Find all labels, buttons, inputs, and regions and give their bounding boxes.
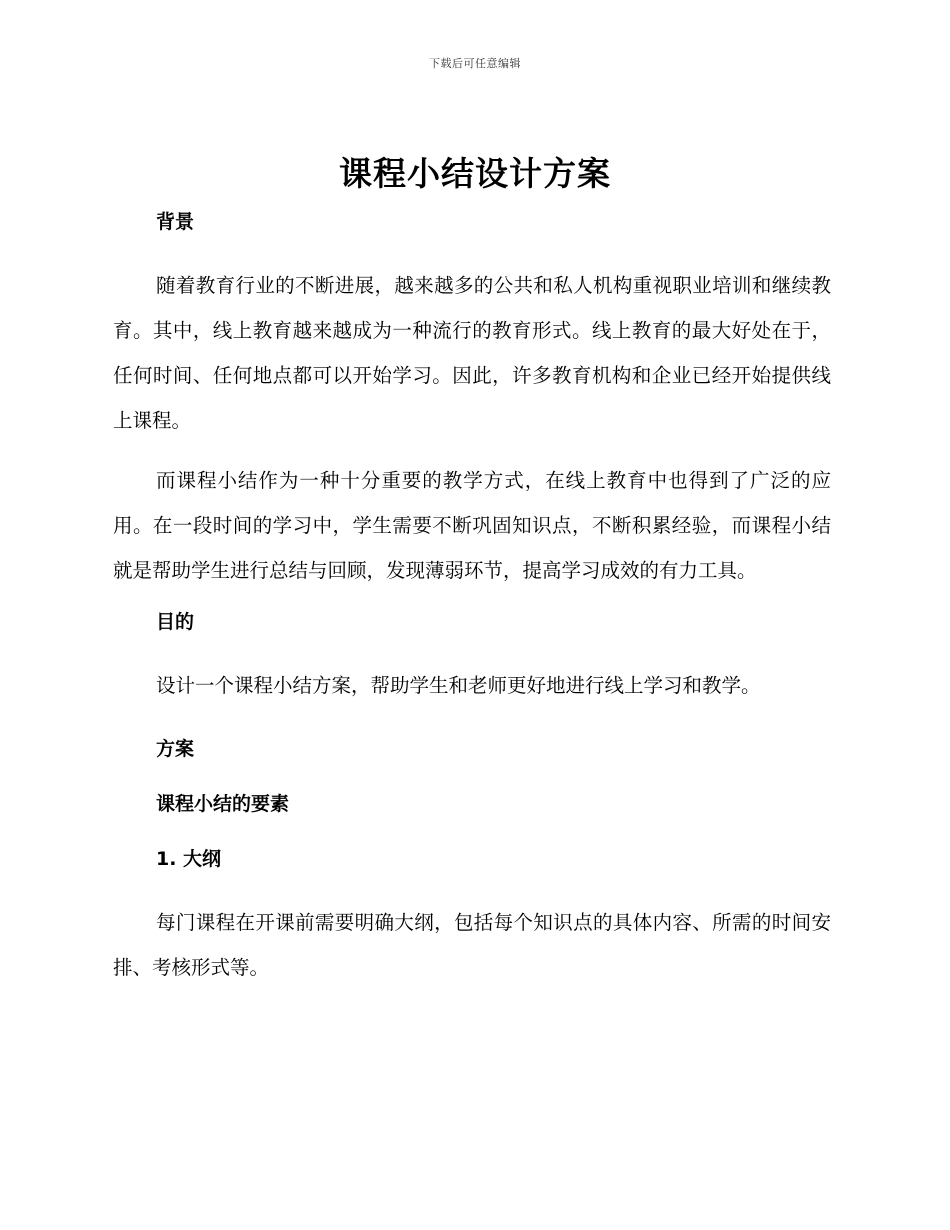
spacer <box>113 593 831 608</box>
spacer <box>113 873 831 900</box>
spacer <box>113 236 831 263</box>
spacer <box>113 636 831 663</box>
spacer <box>113 818 831 845</box>
paragraph-purpose-1: 设计一个课程小结方案，帮助学生和老师更好地进行线上学习和教学。 <box>156 674 761 697</box>
paragraph-outline-1: 每门课程在开课前需要明确大纲，包括每个知识点的具体内容、所需的时间安排、考核形式等。 <box>113 911 831 979</box>
paragraph-background-1: 随着教育行业的不断进展，越来越多的公共和私人机构重视职业培训和继续教育。其中，线上教育越来越成为一种流行的教育形式。线上教育的最大好处在于，任何时间、任何地点都可以开始学习。因此，许多教育机构和企业已经开始提供线上课程。 <box>113 274 831 432</box>
document-title: 课程小结设计方案 <box>339 154 611 193</box>
spacer <box>113 443 831 458</box>
spacer <box>113 763 831 790</box>
spacer <box>113 708 831 735</box>
document-body <box>113 208 831 990</box>
section-heading-purpose: 目的 <box>156 611 195 633</box>
subsection-heading-elements: 课程小结的要素 <box>156 793 290 815</box>
header-note: 下载后可任意编辑 <box>429 57 521 70</box>
paragraph-background-2: 而课程小结作为一种十分重要的教学方式，在线上教育中也得到了广泛的应用。在一段时间的学习中，学生需要不断巩固知识点，不断积累经验，而课程小结就是帮助学生进行总结与回顾，发现薄弱环节，提高学习成效的有力工具。 <box>113 469 831 582</box>
section-heading-plan: 方案 <box>156 738 195 760</box>
section-heading-background: 背景 <box>156 211 195 233</box>
subsection-heading-outline: 1. 大纲 <box>156 848 222 870</box>
